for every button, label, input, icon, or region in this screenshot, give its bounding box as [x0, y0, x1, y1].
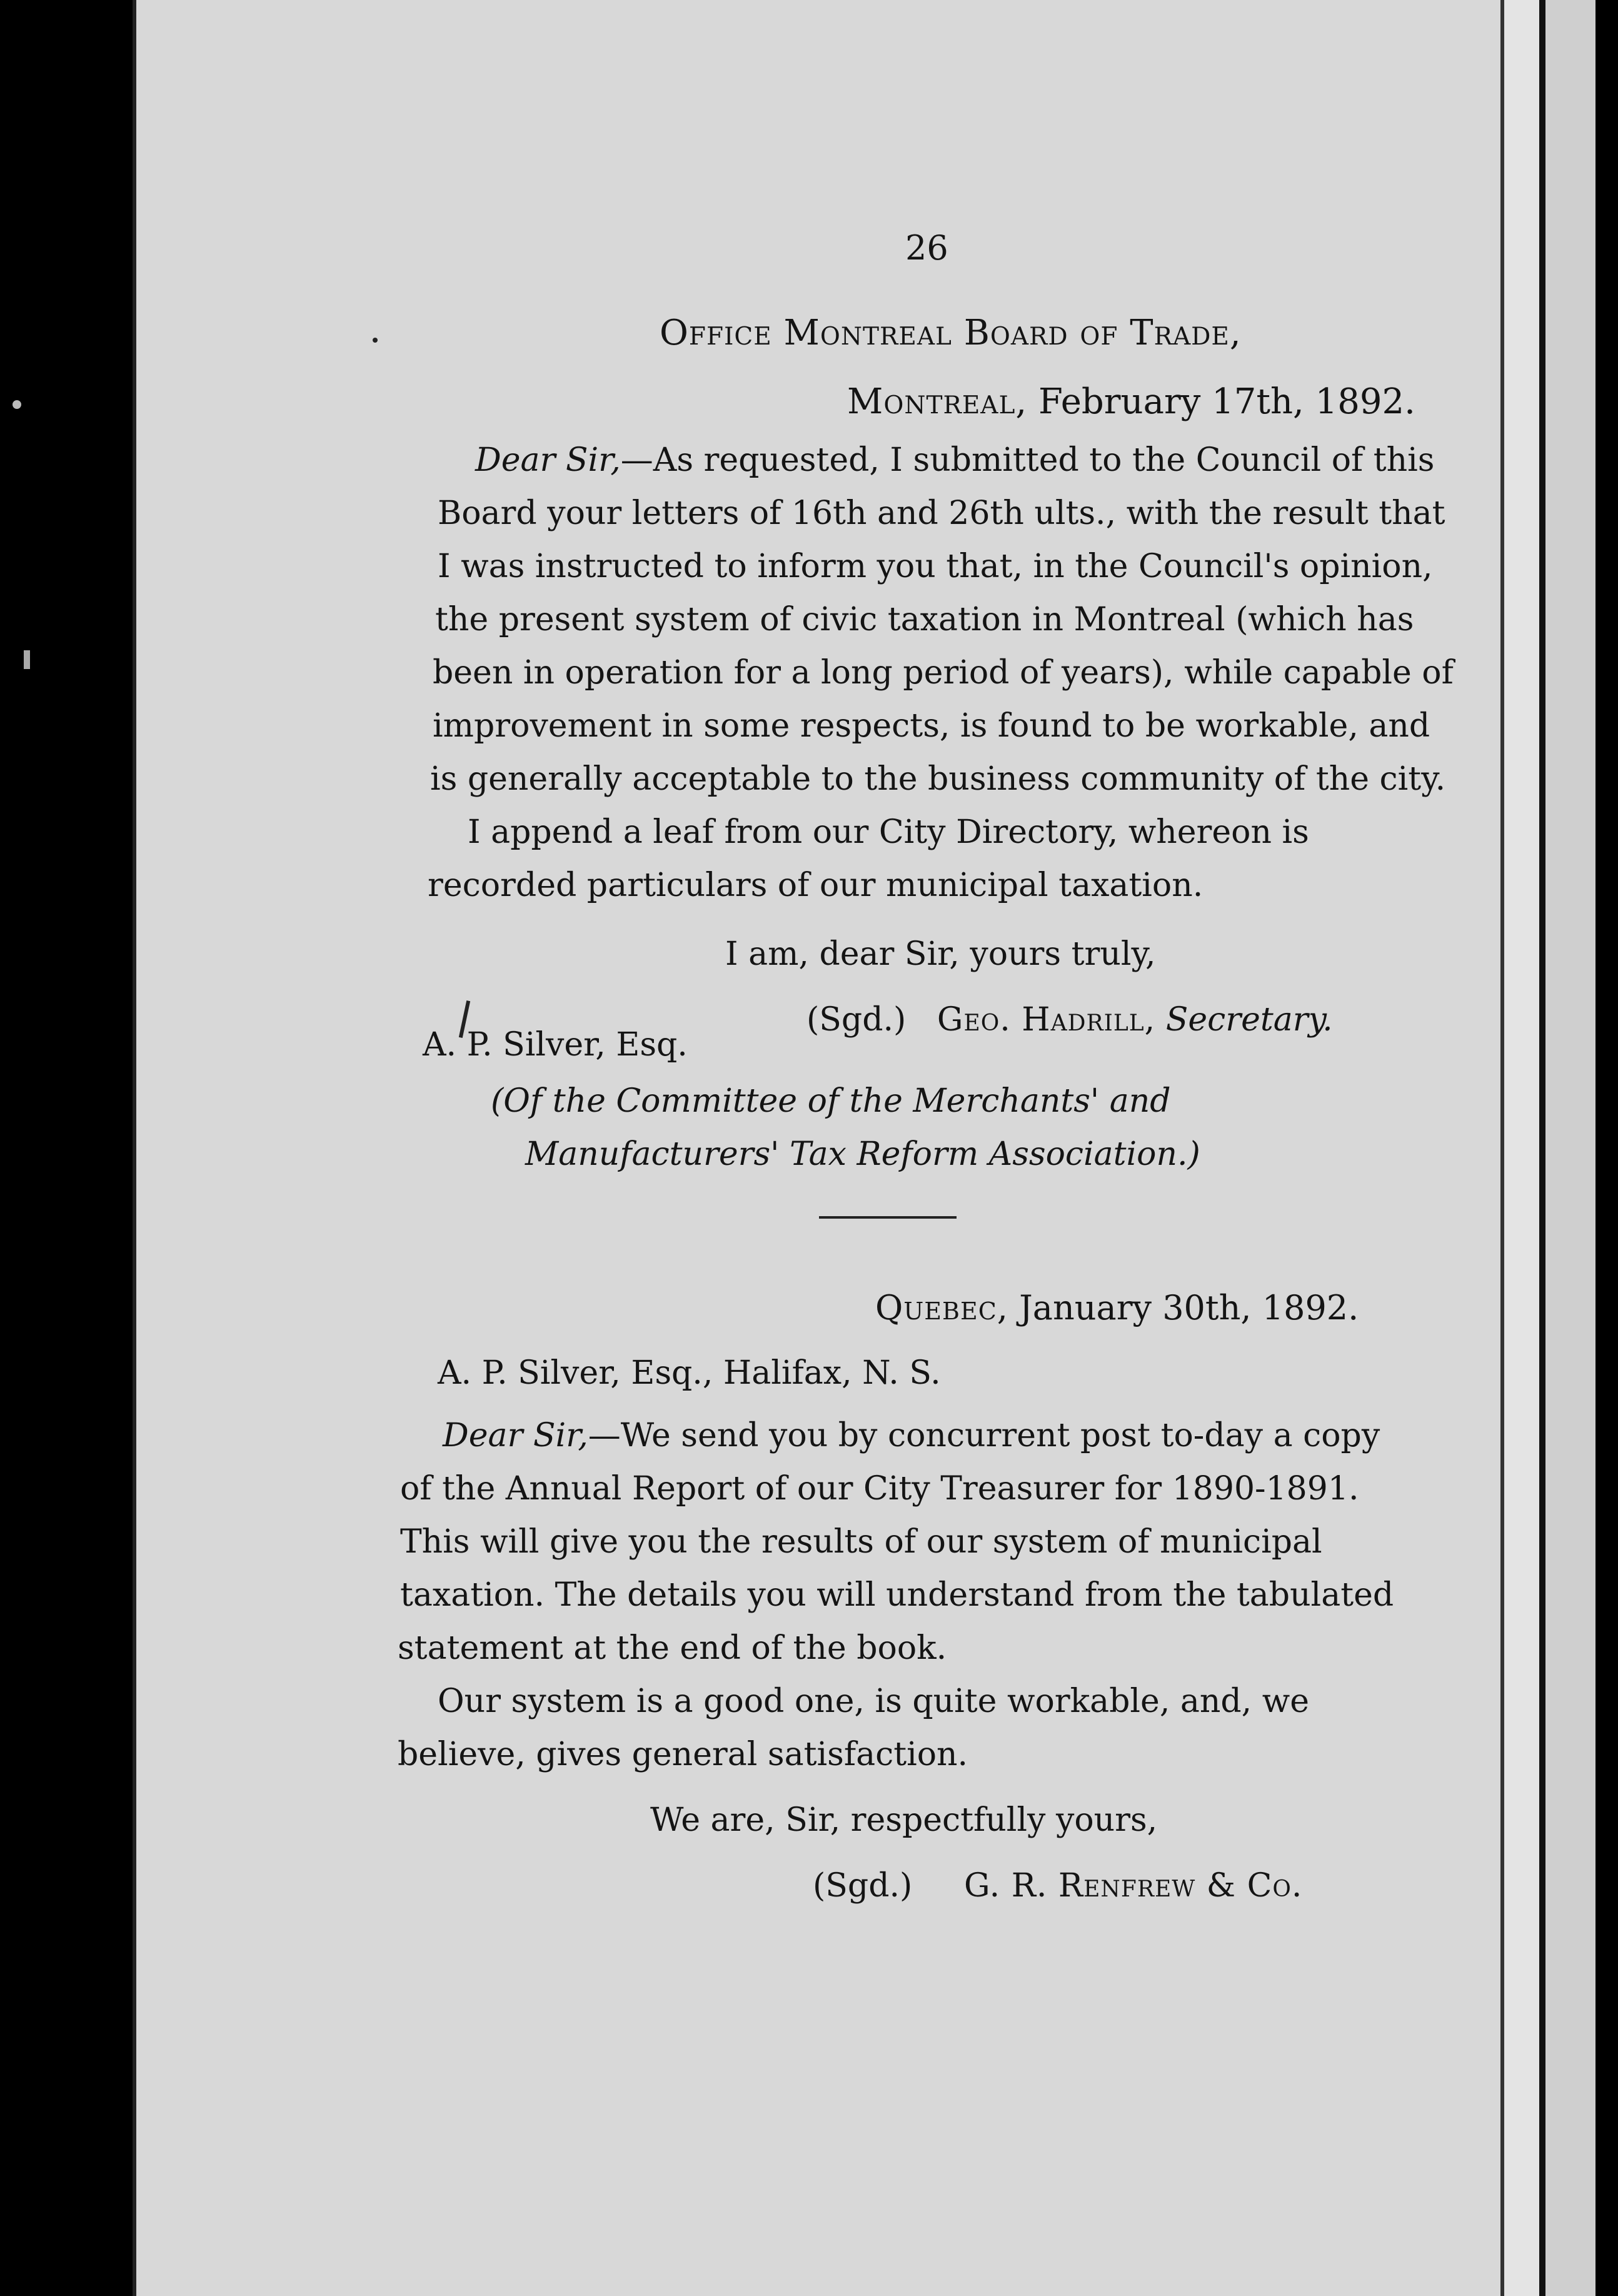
letter1-date: February 17th, 1892. [1038, 381, 1415, 422]
letter1-signature [806, 1001, 1333, 1039]
letter1-line: Board your letters of 16th and 26th ults., with the result that [438, 495, 1445, 532]
letter1-line: Dear Sir,—As requested, I submitted to the Council of this [475, 441, 1435, 479]
letter2-line: believe, gives general satisfaction. [398, 1736, 968, 1773]
letter2-signature [813, 1867, 1303, 1905]
letter2-place: Quebec, [875, 1288, 1008, 1327]
letter1-addressee: A. P. Silver, Esq. [423, 1026, 688, 1064]
letter1-line: I was instructed to inform you that, in the Council's opinion, [438, 548, 1433, 585]
letter1-line: recorded particulars of our municipal taxation. [428, 867, 1203, 904]
letter2-line: statement at the end of the book. [398, 1629, 947, 1667]
letter1-heading: Office Montreal Board of Trade, [660, 313, 1242, 353]
letter2-dateline [875, 1288, 1359, 1327]
letter1-signer-title: Secretary. [1165, 1001, 1333, 1039]
letter2-salutation: Dear Sir, [443, 1417, 588, 1454]
letter1-sgd: (Sgd.) [806, 1001, 907, 1039]
section-divider [819, 1216, 957, 1219]
letter2-closing: We are, Sir, respectfully yours, [650, 1801, 1158, 1839]
letter1-addressee-note: Manufacturers' Tax Reform Association.) [525, 1135, 1200, 1173]
letter1-line: the present system of civic taxation in Montreal (which has [435, 601, 1414, 638]
letter1-signer: Geo. Hadrill, [937, 1001, 1156, 1039]
letter1-addressee-note: (Of the Committee of the Merchants' and [491, 1082, 1171, 1120]
page-number: 26 [905, 228, 948, 268]
letter1-line: been in operation for a long period of years), while capable of [433, 654, 1454, 692]
letter1-line: is generally acceptable to the business community of the city. [430, 760, 1446, 798]
letter1-salutation: Dear Sir, [475, 441, 621, 479]
letter1-line: I append a leaf from our City Directory, whereon is [468, 813, 1309, 851]
letter1-line: improvement in some respects, is found to be workable, and [433, 707, 1430, 745]
letter2-date: January 30th, 1892. [1019, 1288, 1359, 1327]
letter2-line: This will give you the results of our system of municipal [400, 1523, 1322, 1561]
letter2-line: Dear Sir,—We send you by concurrent post to-day a copy [443, 1417, 1380, 1454]
letter2-signer: G. R. Renfrew & Co. [963, 1867, 1303, 1905]
letter2-line: of the Annual Report of our City Treasurer for 1890-1891. [400, 1470, 1359, 1508]
letter2-line: Our system is a good one, is quite workable, and, we [438, 1683, 1309, 1720]
letter2-sgd: (Sgd.) [813, 1867, 913, 1905]
letter1-closing: I am, dear Sir, yours truly, [725, 935, 1156, 973]
letter2-addressee: A. P. Silver, Esq., Halifax, N. S. [438, 1354, 941, 1392]
letter2-line: taxation. The details you will understand from the tabulated [400, 1576, 1394, 1614]
letter1-place: Montreal, [847, 381, 1028, 422]
letter1-dateline [847, 381, 1415, 422]
